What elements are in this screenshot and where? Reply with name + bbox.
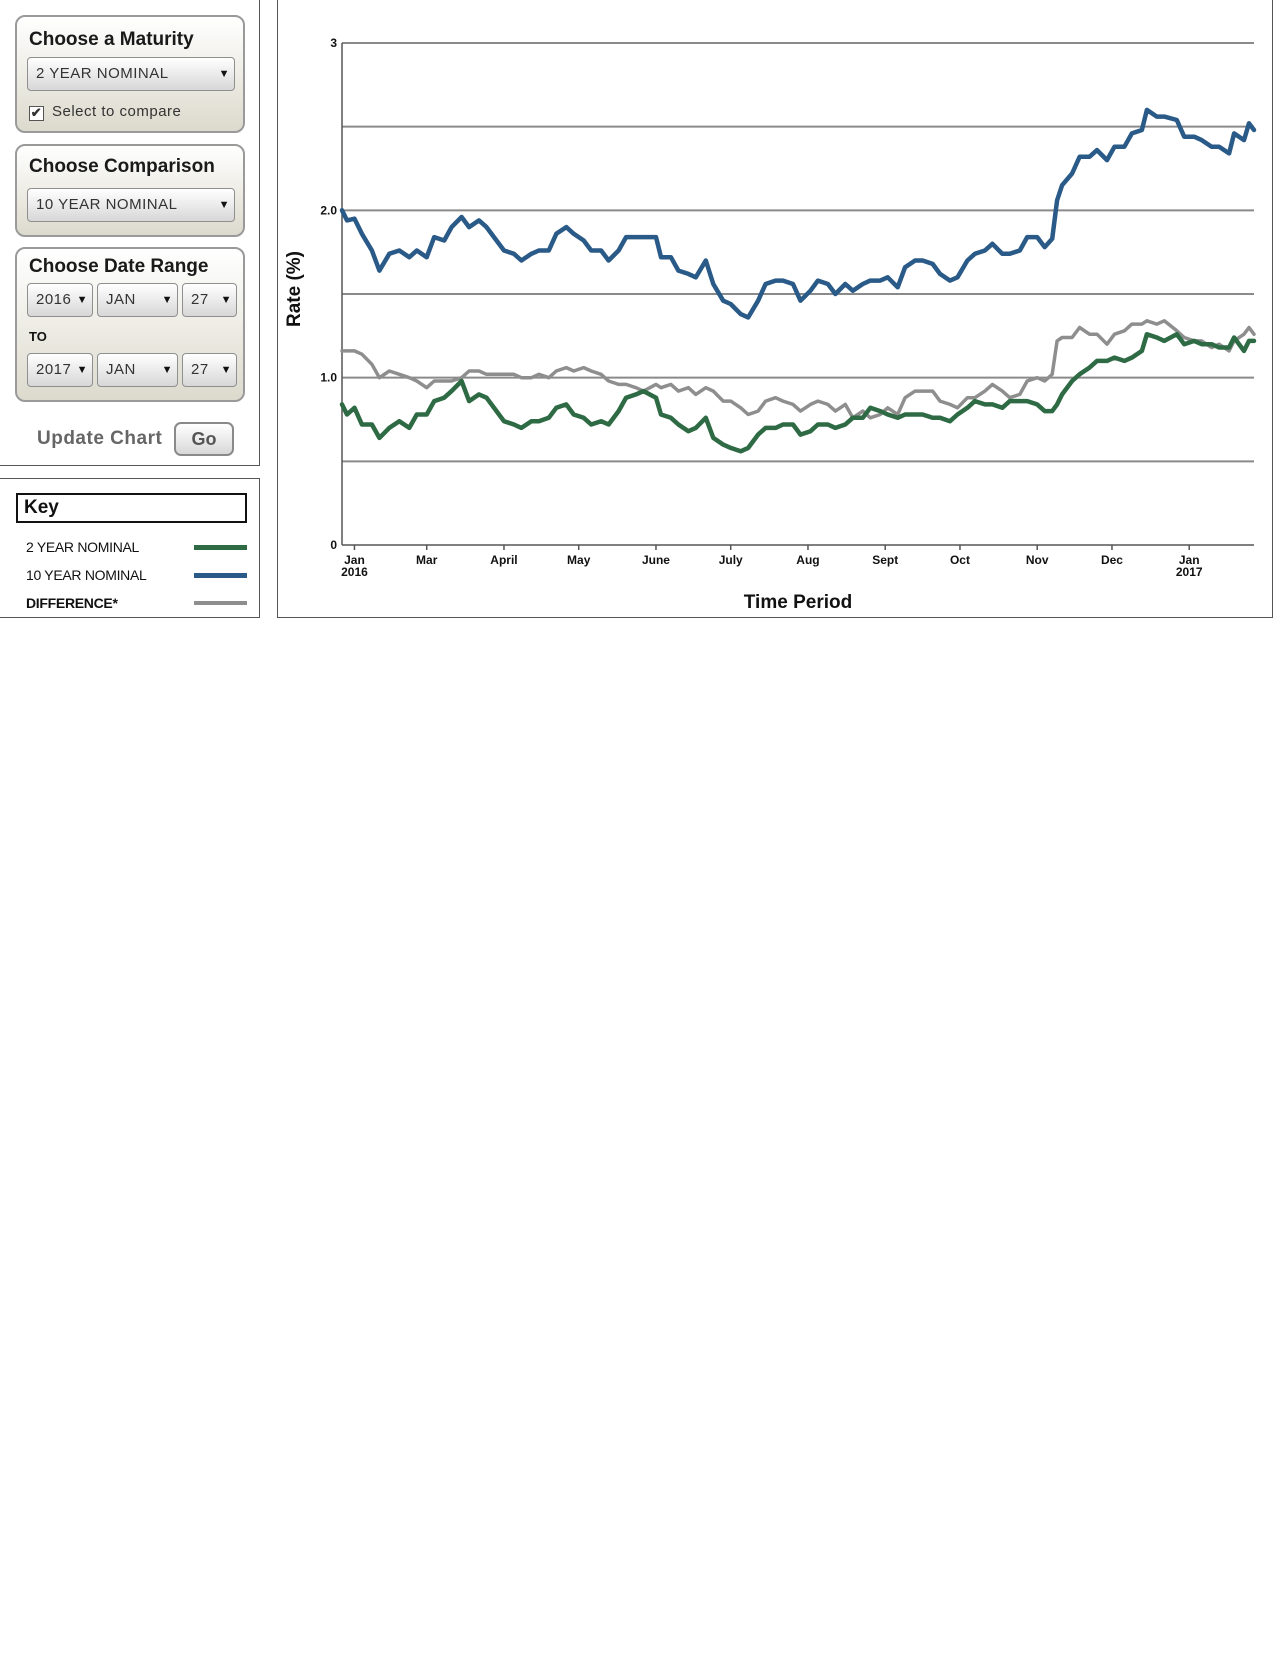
to-day-select[interactable]	[182, 353, 237, 387]
chevron-down-icon: ▼	[218, 68, 230, 80]
y-tick-label: 0	[330, 538, 337, 552]
maturity-title: Choose a Maturity	[29, 29, 194, 50]
x-tick-label: Jan	[344, 553, 365, 567]
key-item-2yr: 2 YEAR NOMINAL	[26, 539, 140, 555]
rate-chart	[278, 0, 1274, 618]
chevron-down-icon: ▼	[220, 364, 232, 376]
x-tick-label: June	[641, 553, 670, 567]
x-tick-label: Aug	[796, 553, 820, 567]
go-button[interactable]: Go	[174, 422, 234, 456]
to-month-value: JAN	[106, 361, 136, 378]
from-month-value: JAN	[106, 291, 136, 308]
y-tick-label: 3	[330, 36, 337, 50]
chevron-down-icon: ▼	[76, 294, 88, 306]
to-label: TO	[29, 329, 47, 344]
from-year-select[interactable]	[27, 283, 93, 317]
key-panel	[0, 478, 260, 618]
key-swatch-difference	[194, 601, 247, 605]
chevron-down-icon: ▼	[161, 294, 173, 306]
chevron-down-icon: ▼	[218, 199, 230, 211]
x-tick-label: April	[490, 553, 518, 567]
update-chart-label: Update Chart	[37, 428, 163, 449]
compare-checkbox[interactable]: ✔	[30, 105, 43, 120]
chevron-down-icon: ▼	[161, 364, 173, 376]
x-tick-label: 2016	[341, 565, 368, 579]
y-tick-label: 2.0	[320, 203, 337, 218]
y-tick-label: 1.0	[320, 370, 337, 385]
y-axis-title: Rate (%)	[284, 250, 305, 328]
date-range-group	[15, 247, 245, 402]
x-tick-label: Oct	[949, 553, 970, 567]
x-tick-label: Dec	[1100, 553, 1123, 567]
from-day-value: 27	[191, 291, 209, 308]
x-tick-label: Sept	[872, 553, 899, 567]
chevron-down-icon: ▼	[76, 364, 88, 376]
x-tick-label: Jan	[1178, 553, 1200, 567]
key-title: Key	[16, 493, 247, 523]
to-year-select[interactable]	[27, 353, 93, 387]
comparison-group	[15, 144, 245, 237]
x-axis-title: Time Period	[743, 592, 853, 613]
compare-label: Select to compare	[52, 103, 182, 120]
to-day-value: 27	[191, 361, 209, 378]
chart-panel	[277, 0, 1273, 618]
maturity-group	[15, 15, 245, 133]
comparison-select-value: 10 YEAR NOMINAL	[36, 196, 178, 213]
key-item-10yr: 10 YEAR NOMINAL	[26, 567, 147, 583]
series-line-10-year-nominal	[342, 110, 1254, 318]
comparison-select[interactable]	[27, 188, 235, 222]
from-year-value: 2016	[36, 291, 72, 308]
x-tick-label: Nov	[1025, 553, 1049, 567]
x-tick-label: 2017	[1175, 565, 1203, 579]
key-swatch-2yr	[194, 545, 247, 550]
maturity-select[interactable]	[27, 57, 235, 91]
from-month-select[interactable]	[97, 283, 178, 317]
maturity-select-value: 2 YEAR NOMINAL	[36, 65, 169, 82]
date-range-title: Choose Date Range	[29, 256, 209, 277]
comparison-title: Choose Comparison	[29, 156, 215, 177]
series-line-2-year-nominal	[342, 334, 1254, 451]
x-tick-label: Mar	[416, 553, 438, 567]
x-tick-label: May	[567, 553, 591, 567]
from-day-select[interactable]	[182, 283, 237, 317]
key-item-difference: DIFFERENCE*	[26, 595, 118, 611]
to-month-select[interactable]	[97, 353, 178, 387]
series-line-difference	[342, 321, 1254, 418]
chevron-down-icon: ▼	[220, 294, 232, 306]
controls-panel	[0, 0, 260, 466]
key-swatch-10yr	[194, 573, 247, 578]
x-tick-label: July	[718, 553, 743, 567]
to-year-value: 2017	[36, 361, 72, 378]
compare-checkbox-row[interactable]	[29, 103, 181, 121]
